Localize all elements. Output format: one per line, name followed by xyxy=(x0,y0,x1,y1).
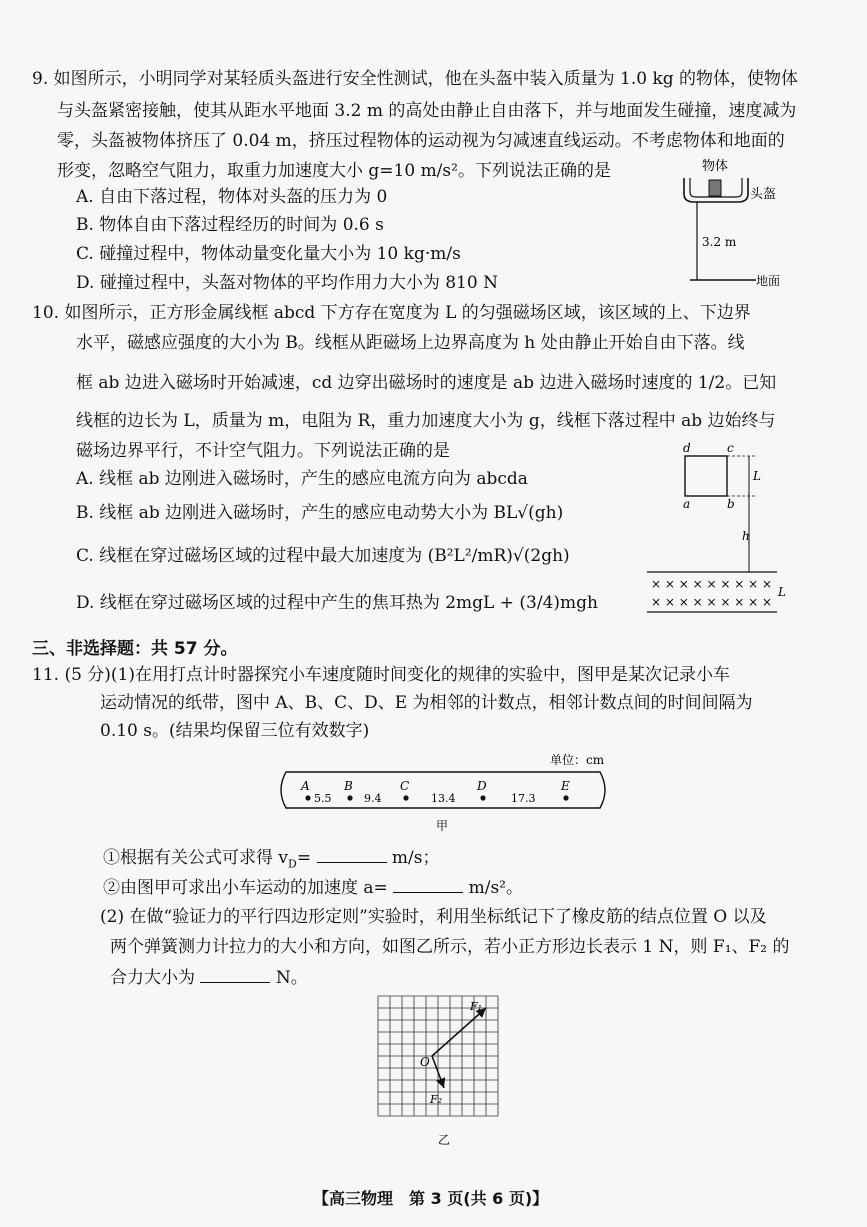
label-F2: F₂ xyxy=(430,1093,443,1106)
q10-line-1: 10. 如图所示，正方形金属线框 abcd 下方存在宽度为 L 的匀强磁场区域，该区域的上、下边界 xyxy=(32,303,751,323)
object-block xyxy=(709,180,721,196)
label-a: a xyxy=(683,497,691,511)
field-crosses-row-1: × × × × × × × × × xyxy=(651,577,773,591)
q11-line-2: 运动情况的纸带，图中 A、B、C、D、E 为相邻的计数点，相邻计数点间的时间间隔为 xyxy=(100,693,753,713)
q10-line-5: 磁场边界平行，不计空气阻力。下列说法正确的是 xyxy=(76,441,450,461)
q11-sub2 xyxy=(103,876,523,899)
q9-option-d: D. 碰撞过程中，头盔对物体的平均作用力大小为 810 N xyxy=(76,273,498,293)
q11-part2-line-2: 两个弹簧测力计拉力的大小和方向，如图乙所示，若小正方形边长表示 1 N，则 F₁、F₂ 的 xyxy=(110,937,790,957)
q11-part2-line-1: (2) 在做“验证力的平行四边形定则”实验时，利用坐标纸记下了橡皮筋的结点位置 O 以及 xyxy=(100,907,767,927)
label-L-field: L xyxy=(778,585,786,599)
label-h: h xyxy=(742,529,750,543)
ticker-tape-figure xyxy=(268,752,618,842)
q10-option-a: A. 线框 ab 边刚进入磁场时，产生的感应电流方向为 abcda xyxy=(76,469,528,489)
q11-sub1 xyxy=(103,846,439,875)
answer-blank-a[interactable] xyxy=(393,876,463,893)
helmet-drop-figure xyxy=(670,156,790,296)
distance-BC: 9.4 xyxy=(364,792,382,805)
q11-line-1: 11. (5 分)(1)在用打点计时器探究小车速度随时间变化的规律的实验中，图甲是某次记录小车 xyxy=(32,665,731,685)
q10-option-c: C. 线框在穿过磁场区域的过程中最大加速度为 (B²L²/mR)√(2gh) xyxy=(76,546,570,566)
q11-sub2-prefix: ②由图甲可求出小车运动的加速度 a= xyxy=(103,878,388,898)
distance-AB: 5.5 xyxy=(314,792,332,805)
q11-part2-unit: N。 xyxy=(275,968,308,988)
height-label: 3.2 m xyxy=(702,235,737,249)
label-d: d xyxy=(683,441,691,455)
q11-part2-prefix: 合力大小为 xyxy=(110,968,195,988)
answer-blank-resultant[interactable] xyxy=(200,966,270,983)
square-loop xyxy=(685,456,727,496)
answer-blank-vD[interactable] xyxy=(317,846,387,863)
q9-line-1: 9. 如图所示，小明同学对某轻质头盔进行安全性测试，他在头盔中装入质量为 1.0 kg 的物体，使物体 xyxy=(32,69,799,89)
tape-point-D: D xyxy=(477,779,487,793)
distance-CD: 13.4 xyxy=(431,792,456,805)
q10-line-3: 框 ab 边进入磁场时开始减速，cd 边穿出磁场时的速度是 ab 边进入磁场时速度的 1/2。已知 xyxy=(76,373,777,393)
q9-option-c: C. 碰撞过程中，物体动量变化量大小为 10 kg·m/s xyxy=(76,244,461,264)
page-footer: 【高三物理 第 3 页(共 6 页)】 xyxy=(313,1189,549,1208)
loop-field-figure xyxy=(645,440,790,620)
label-b: b xyxy=(727,497,735,511)
dot-B xyxy=(347,795,352,800)
dot-D xyxy=(480,795,485,800)
section-heading: 三、非选择题：共 57 分。 xyxy=(32,639,238,659)
dot-C xyxy=(403,795,408,800)
tape-point-C: C xyxy=(400,779,410,793)
label-F1: F₁ xyxy=(470,1000,483,1013)
dot-E xyxy=(563,795,568,800)
tape-unit: 单位：cm xyxy=(550,753,605,767)
q11-part2-line-3 xyxy=(110,966,308,989)
q9-option-a: A. 自由下落过程，物体对头盔的压力为 0 xyxy=(76,187,388,207)
object-label: 物体 xyxy=(702,159,729,174)
q9-option-b: B. 物体自由下落过程经历的时间为 0.6 s xyxy=(76,215,384,235)
label-O: O xyxy=(420,1055,430,1069)
tape-point-A: A xyxy=(301,779,310,793)
q10-option-d: D. 线框在穿过磁场区域的过程中产生的焦耳热为 2mgL + (3/4)mgh xyxy=(76,593,598,613)
q10-line-2: 水平，磁感应强度的大小为 B。线框从距磁场上边界高度为 h 处由静止开始自由下落。线 xyxy=(76,333,745,353)
q11-sub1-unit: m/s； xyxy=(391,848,440,868)
label-L: L xyxy=(753,469,761,483)
q10-option-b: B. 线框 ab 边刚进入磁场时，产生的感应电动势大小为 BL√(gh) xyxy=(76,503,564,523)
q11-sub2-unit: m/s²。 xyxy=(468,878,523,898)
q10-line-4: 线框的边长为 L，质量为 m，电阻为 R，重力加速度大小为 g，线框下落过程中 ab 边始终与 xyxy=(76,411,776,431)
q9-line-4: 形变，忽略空气阻力，取重力加速度大小 g=10 m/s²。下列说法正确的是 xyxy=(57,161,611,181)
tape-point-E: E xyxy=(561,779,570,793)
q11-line-3: 0.10 s。(结果均保留三位有效数字) xyxy=(100,721,370,741)
helmet-label: 头盔 xyxy=(750,187,777,202)
q9-line-2: 与头盔紧密接触，使其从距水平地面 3.2 m 的高处由静止自由落下，并与地面发生碰撞，速度减为 xyxy=(57,101,797,121)
tape-point-B: B xyxy=(344,779,353,793)
grid-caption: 乙 xyxy=(438,1133,451,1147)
dot-A xyxy=(305,795,310,800)
q9-line-3: 零，头盔被物体挤压了 0.04 m，挤压过程物体的运动视为匀减速直线运动。不考虑物体和地面的 xyxy=(57,131,785,151)
label-c: c xyxy=(727,441,734,455)
field-crosses-row-2: × × × × × × × × × xyxy=(651,595,773,609)
force-grid-figure xyxy=(368,992,518,1152)
q11-sub1-eq: = xyxy=(296,848,312,868)
distance-DE: 17.3 xyxy=(511,792,536,805)
ground-label: 地面 xyxy=(756,274,781,288)
tape-caption: 甲 xyxy=(436,819,449,833)
q11-sub1-prefix: ①根据有关公式可求得 v xyxy=(103,848,289,868)
q11-sub1-subscript: D xyxy=(288,857,297,871)
